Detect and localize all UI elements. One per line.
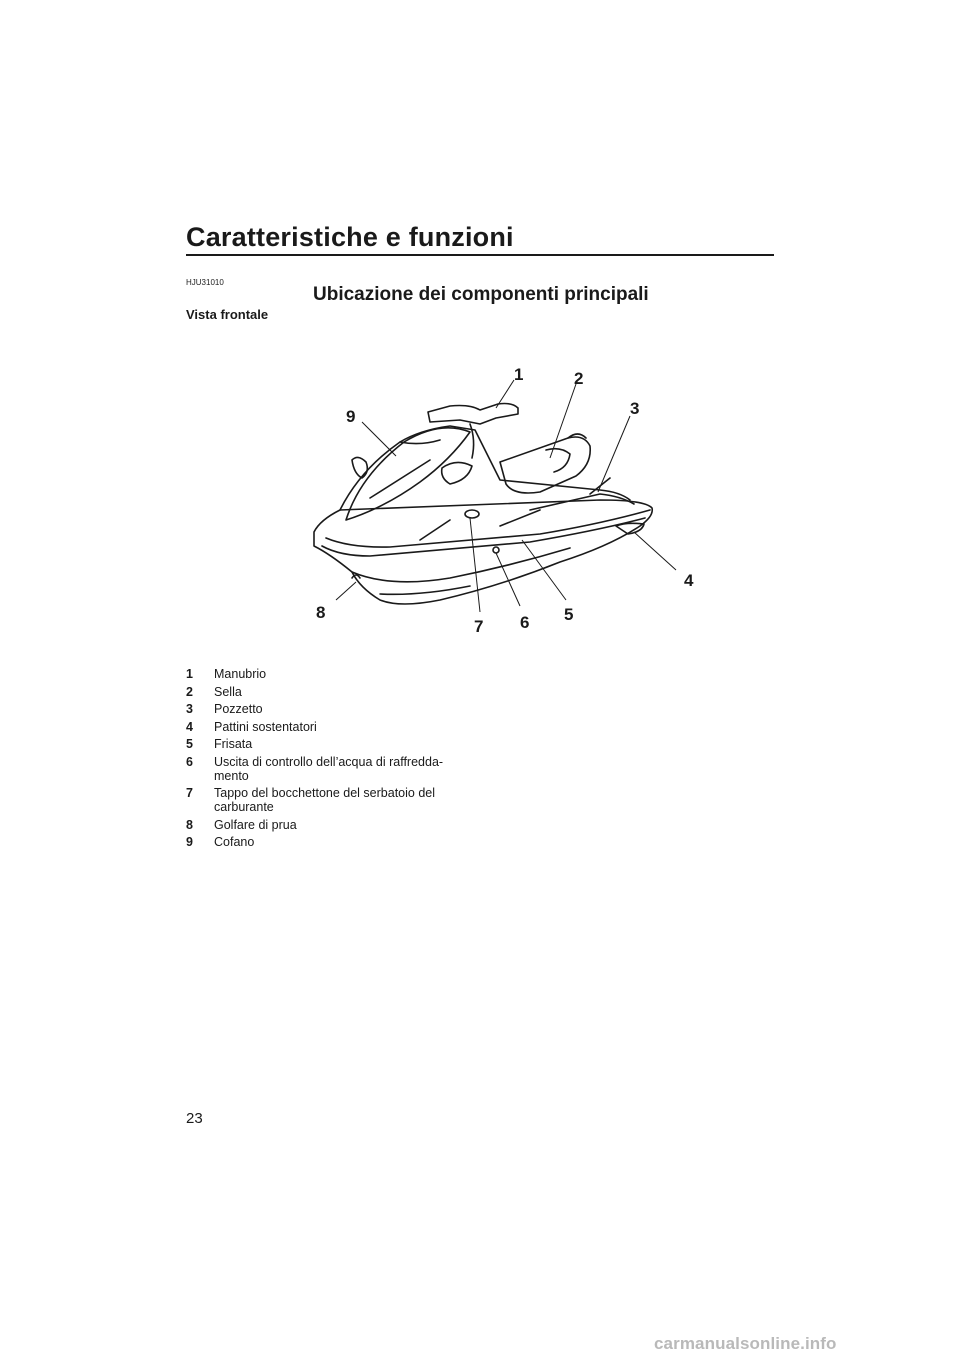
chapter-title: Caratteristiche e funzioni [186,222,514,252]
legend-number: 7 [186,786,193,800]
legend-item [186,702,456,716]
callout-1: 1 [514,365,524,384]
section-code: HJU31010 [186,278,224,287]
hull-outline [314,500,652,604]
handlebar-shape [428,404,518,425]
legend-item [186,818,456,832]
site-watermark: carmanualsonline.info [654,1334,837,1353]
callout-5: 5 [564,605,574,624]
legend-label: Pozzetto [214,702,263,716]
legend-item [186,835,456,849]
legend-number: 9 [186,835,193,849]
legend-number: 8 [186,817,193,832]
legend-number: 6 [186,754,193,769]
watercraft-illustration [300,350,720,650]
legend-label: Sella [214,684,242,699]
chapter-divider [186,254,774,256]
callout-9: 9 [346,407,356,426]
legend-label: Tappo del bocchettone del serbatoio del carburante [214,786,435,814]
legend-label: Cofano [214,835,255,849]
legend-item [186,720,456,734]
callout-2: 2 [574,369,584,388]
page-number: 23 [186,1110,203,1127]
legend-label: Pattini sostentatori [214,719,317,734]
legend-number: 1 [186,667,193,681]
callout-4: 4 [684,571,694,590]
subsection-title: Vista frontale [186,307,269,322]
watercraft-front-view-figure [300,350,720,650]
legend-number: 3 [186,702,193,716]
legend-label: Frisata [214,737,253,751]
component-legend [186,667,456,853]
callout-3: 3 [630,399,640,418]
legend-item [186,667,456,681]
legend-number: 2 [186,684,193,699]
legend-item [186,786,456,814]
callout-7: 7 [474,617,484,636]
legend-number: 5 [186,737,193,751]
fuel-cap-shape [465,510,479,518]
legend-item [186,685,456,699]
legend-label: Golfare di prua [214,817,297,832]
legend-item [186,755,456,783]
legend-item [186,737,456,751]
legend-label: Uscita di controllo dell’acqua di raffredda-mento [214,754,444,783]
legend-label: Manubrio [214,667,267,681]
section-title: Ubicazione dei componenti principali [313,284,649,305]
callout-6: 6 [520,613,530,632]
callout-8: 8 [316,603,326,622]
legend-number: 4 [186,719,193,734]
cooling-outlet-shape [493,547,499,553]
